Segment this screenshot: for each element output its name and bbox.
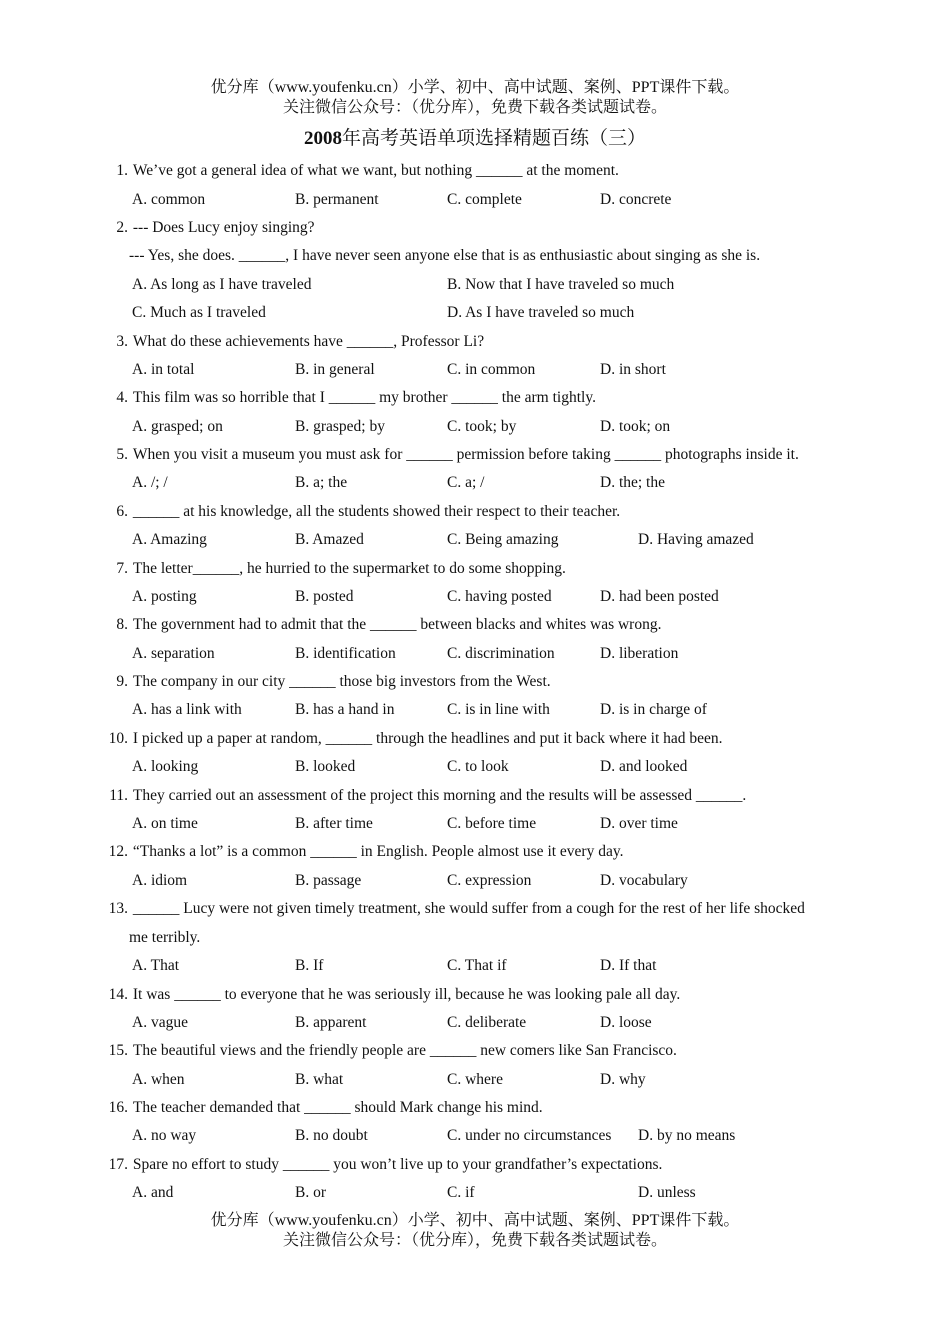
option-c[interactable]: C. under no circumstances	[447, 1127, 612, 1144]
option-a[interactable]: A. grasped; on	[132, 418, 223, 435]
question-number: 1.	[116, 162, 128, 179]
title-year: 2008	[303, 128, 342, 149]
question-text: Spare no effort to study ______ you won’t live up to your grandfather’s expectations.	[132, 1156, 663, 1173]
option-d[interactable]: D. in short	[600, 361, 666, 378]
options-row	[132, 1122, 852, 1151]
question-number: 9.	[116, 673, 128, 690]
option-b[interactable]: B. no doubt	[295, 1127, 368, 1144]
option-a[interactable]: A. separation	[132, 645, 215, 662]
option-d[interactable]: D. If that	[600, 957, 657, 974]
question-10	[96, 725, 856, 754]
header-line-2: 关注微信公众号：（优分库），免费下载各类试题试卷。	[282, 99, 667, 116]
option-b[interactable]: B. looked	[295, 758, 356, 775]
question-4	[96, 384, 856, 413]
question-13-continuation	[96, 924, 856, 953]
option-d[interactable]: D. and looked	[600, 758, 688, 775]
option-a[interactable]: A. As long as I have traveled	[132, 276, 312, 293]
options-row	[132, 299, 852, 328]
question-13	[96, 895, 856, 924]
question-text-continued: --- Yes, she does. ______, I have never seen anyone else that is as enthusiastic about singing as she is.	[129, 247, 761, 264]
option-c[interactable]: C. before time	[447, 815, 537, 832]
option-d[interactable]: D. by no means	[638, 1127, 736, 1144]
option-d[interactable]: D. over time	[600, 815, 678, 832]
option-c[interactable]: C. in common	[447, 361, 536, 378]
option-c[interactable]: C. complete	[447, 191, 522, 208]
option-c[interactable]: C. discrimination	[447, 645, 555, 662]
option-b[interactable]: B. what	[295, 1071, 344, 1088]
option-d[interactable]: D. liberation	[600, 645, 679, 662]
option-a[interactable]: A. and	[132, 1184, 174, 1201]
options-row	[132, 640, 852, 669]
options-row	[132, 526, 852, 555]
option-a[interactable]: A. common	[132, 191, 206, 208]
option-d[interactable]: D. As I have traveled so much	[447, 304, 635, 321]
option-d[interactable]: D. loose	[600, 1014, 652, 1031]
question-11	[96, 782, 856, 811]
question-2-continuation	[96, 242, 856, 271]
title-text: 年高考英语单项选择精题百练（三）	[341, 128, 646, 149]
question-text: What do these achievements have ______, Professor Li?	[132, 333, 485, 350]
options-row	[132, 696, 852, 725]
option-a[interactable]: A. when	[132, 1071, 185, 1088]
option-c[interactable]: C. a; /	[447, 474, 485, 491]
footer-line-1: 优分库（www.youfenku.cn）小学、初中、高中试题、案例、PPT课件下载。	[210, 1212, 740, 1229]
option-c[interactable]: C. where	[447, 1071, 503, 1088]
question-text: I picked up a paper at random, ______ through the headlines and put it back where it had been.	[132, 730, 723, 747]
question-number: 5.	[116, 446, 128, 463]
options-row	[132, 1066, 852, 1095]
question-6	[96, 498, 856, 527]
options-row	[132, 186, 852, 215]
options-row	[132, 413, 852, 442]
option-a[interactable]: A. on time	[132, 815, 198, 832]
question-number: 8.	[116, 616, 128, 633]
question-2	[96, 214, 856, 243]
question-number: 4.	[116, 389, 128, 406]
option-a[interactable]: A. has a link with	[132, 701, 242, 718]
option-b[interactable]: B. after time	[295, 815, 373, 832]
question-number: 12.	[108, 843, 128, 860]
option-a[interactable]: A. That	[132, 957, 180, 974]
question-7	[96, 555, 856, 584]
option-b[interactable]: B. permanent	[295, 191, 379, 208]
question-number: 13.	[108, 900, 128, 917]
options-row	[132, 356, 852, 385]
option-a[interactable]: A. no way	[132, 1127, 197, 1144]
question-text: When you visit a museum you must ask for ______ permission before taking ______ photographs inside it.	[132, 446, 799, 463]
options-row	[132, 810, 852, 839]
option-a[interactable]: A. vague	[132, 1014, 188, 1031]
option-c[interactable]: C. That if	[447, 957, 507, 974]
option-b[interactable]: B. Now that I have traveled so much	[447, 276, 675, 293]
option-d[interactable]: D. the; the	[600, 474, 665, 491]
question-17	[96, 1151, 856, 1180]
question-number: 15.	[108, 1042, 128, 1059]
option-c[interactable]: C. having posted	[447, 588, 552, 605]
option-b[interactable]: B. Amazed	[295, 531, 364, 548]
option-a[interactable]: A. Amazing	[132, 531, 207, 548]
option-b[interactable]: B. posted	[295, 588, 354, 605]
question-text: “Thanks a lot” is a common ______ in English. People almost use it every day.	[132, 843, 624, 860]
question-text: The government had to admit that the ______ between blacks and whites was wrong.	[132, 616, 662, 633]
option-a[interactable]: A. in total	[132, 361, 195, 378]
question-15	[96, 1037, 856, 1066]
question-text: ______ at his knowledge, all the students showed their respect to their teacher.	[132, 503, 621, 520]
question-number: 11.	[109, 787, 128, 804]
option-b[interactable]: B. passage	[295, 872, 362, 889]
question-14	[96, 981, 856, 1010]
footer-line-2: 关注微信公众号：（优分库），免费下载各类试题试卷。	[282, 1232, 667, 1249]
question-number: 17.	[108, 1156, 128, 1173]
question-number: 7.	[116, 560, 128, 577]
question-number: 3.	[116, 333, 128, 350]
option-a[interactable]: A. /; /	[132, 474, 168, 491]
question-5	[96, 441, 856, 470]
options-row	[132, 469, 852, 498]
option-b[interactable]: B. identification	[295, 645, 396, 662]
option-c[interactable]: C. expression	[447, 872, 532, 889]
option-d[interactable]: D. vocabulary	[600, 872, 688, 889]
question-number: 14.	[108, 986, 128, 1003]
option-c[interactable]: C. deliberate	[447, 1014, 527, 1031]
question-3	[96, 328, 856, 357]
option-b[interactable]: B. a; the	[295, 474, 348, 491]
question-text: The company in our city ______ those big investors from the West.	[132, 673, 551, 690]
question-number: 16.	[108, 1099, 128, 1116]
option-a[interactable]: A. posting	[132, 588, 197, 605]
option-d[interactable]: D. is in charge of	[600, 701, 707, 718]
options-row	[132, 867, 852, 896]
question-number: 10.	[108, 730, 128, 747]
question-text: --- Does Lucy enjoy singing?	[132, 219, 315, 236]
options-row	[132, 952, 852, 981]
question-1	[96, 157, 856, 186]
question-text: It was ______ to everyone that he was seriously ill, because he was looking pale all day.	[132, 986, 681, 1003]
question-16	[96, 1094, 856, 1123]
question-number: 6.	[116, 503, 128, 520]
question-number: 2.	[116, 219, 128, 236]
option-a[interactable]: A. looking	[132, 758, 199, 775]
option-c[interactable]: C. is in line with	[447, 701, 550, 718]
page-title	[0, 126, 950, 152]
option-d[interactable]: D. why	[600, 1071, 646, 1088]
option-c[interactable]: C. took; by	[447, 418, 517, 435]
options-row	[132, 271, 852, 300]
question-text: The teacher demanded that ______ should Mark change his mind.	[132, 1099, 543, 1116]
question-8	[96, 611, 856, 640]
option-b[interactable]: B. If	[295, 957, 324, 974]
option-c[interactable]: C. Being amazing	[447, 531, 559, 548]
option-d[interactable]: D. had been posted	[600, 588, 719, 605]
option-b[interactable]: B. or	[295, 1184, 326, 1201]
question-text: We’ve got a general idea of what we want, but nothing ______ at the moment.	[132, 162, 619, 179]
option-d[interactable]: D. Having amazed	[638, 531, 754, 548]
question-text: The letter______, he hurried to the supermarket to do some shopping.	[132, 560, 566, 577]
option-b[interactable]: B. grasped; by	[295, 418, 385, 435]
option-c[interactable]: C. if	[447, 1184, 475, 1201]
option-d[interactable]: D. took; on	[600, 418, 671, 435]
option-b[interactable]: B. has a hand in	[295, 701, 395, 718]
header-line-1: 优分库（www.youfenku.cn）小学、初中、高中试题、案例、PPT课件下载。	[210, 79, 740, 96]
option-c[interactable]: C. Much as I traveled	[132, 304, 266, 321]
question-text-continued: me terribly.	[129, 929, 201, 946]
question-text: The beautiful views and the friendly people are ______ new comers like San Francisco.	[132, 1042, 677, 1059]
option-b[interactable]: B. apparent	[295, 1014, 367, 1031]
question-text: This film was so horrible that I ______ my brother ______ the arm tightly.	[132, 389, 596, 406]
option-b[interactable]: B. in general	[295, 361, 375, 378]
option-d[interactable]: D. concrete	[600, 191, 672, 208]
question-text: They carried out an assessment of the project this morning and the results will be assessed ______.	[132, 787, 747, 804]
question-9	[96, 668, 856, 697]
option-c[interactable]: C. to look	[447, 758, 509, 775]
question-12	[96, 838, 856, 867]
options-row	[132, 1179, 852, 1208]
question-text: ______ Lucy were not given timely treatment, she would suffer from a cough for the rest of her life shocked	[132, 900, 805, 917]
option-d[interactable]: D. unless	[638, 1184, 696, 1201]
options-row	[132, 583, 852, 612]
option-a[interactable]: A. idiom	[132, 872, 188, 889]
options-row	[132, 753, 852, 782]
options-row	[132, 1009, 852, 1038]
